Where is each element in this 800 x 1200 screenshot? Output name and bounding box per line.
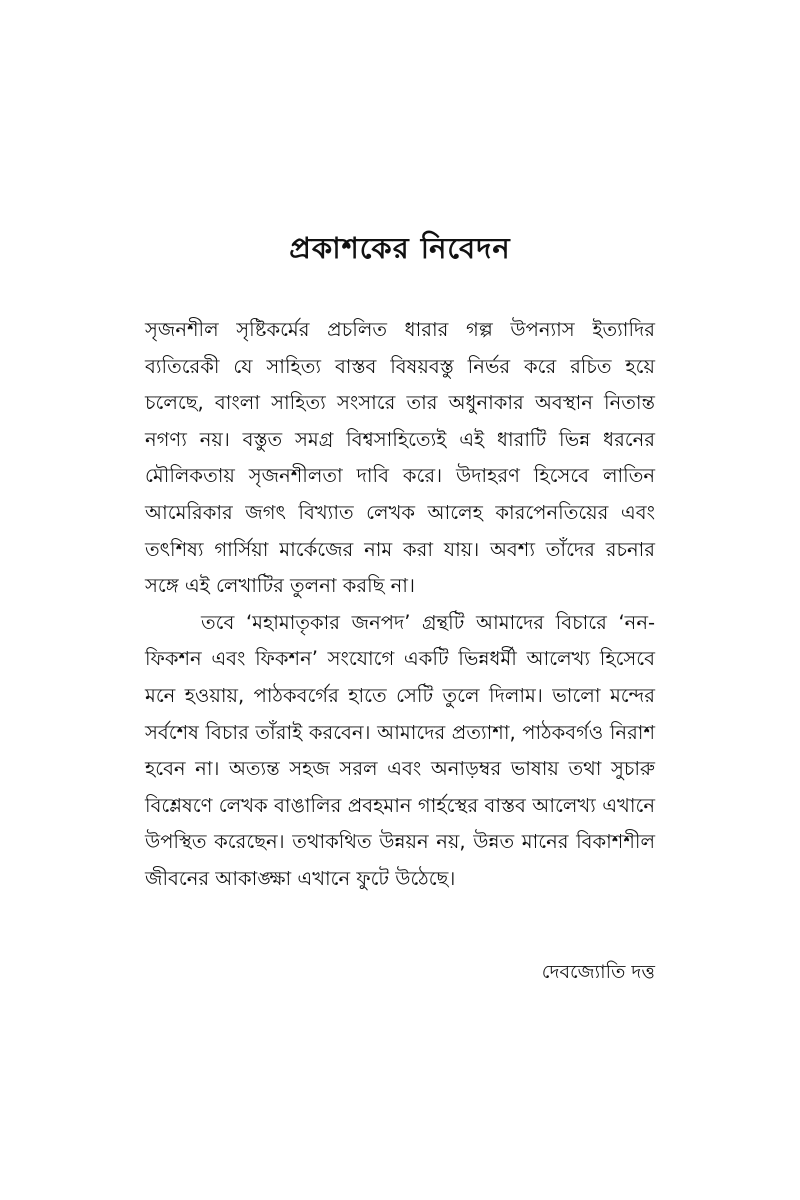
document-body: [145, 312, 655, 898]
page-title: প্রকাশকের নিবেদন: [289, 231, 511, 265]
paragraph-1: সৃজনশীল সৃষ্টিকর্মের প্রচলিত ধারার গল্প উপন্যাস ইত্যাদির ব্যতিরেকী যে সাহিত্য বাস্তব বিষয়বস্তু নির্ভর করে রচিত হয়ে চলেছে, বাংলা সাহিত্য সংসারে তার অধুনাকার অবস্থান নিতান্ত নগণ্য নয়। বস্তুত সমগ্র বিশ্বসাহিত্যেই এই ধারাটি ভিন্ন ধরনের মৌলিকতায় সৃজনশীলতা দাবি করে। উদাহরণ হিসেবে লাতিন আমেরিকার জগৎ বিখ্যাত লেখক আলেহ কারপেনতিয়ের এবং তৎশিষ্য গার্সিয়া মার্কেজের নাম করা যায়। অবশ্য তাঁদের রচনার সঙ্গে এই লেখাটির তুলনা করছি না।: [145, 318, 655, 598]
paragraph-2: তবে ‘মহামাতৃকার জনপদ’ গ্রন্থটি আমাদের বিচারে ‘নন-ফিকশন এবং ফিকশন’ সংযোগে একটি ভিন্নধর্মী আলেখ্য হিসেবে মনে হওয়ায়, পাঠকবর্গের হাতে সেটি তুলে দিলাম। ভালো মন্দের সর্বশেষ বিচার তাঁরাই করবেন। আমাদের প্রত্যাশা, পাঠকবর্গও নিরাশ হবেন না। অত্যন্ত সহজ সরল এবং অনাড়ম্বর ভাষায় তথা সুচারু বিশ্লেষণে লেখক বাঙালির প্রবহমান গার্হস্থের বাস্তব আলেখ্য এখানে উপস্থিত করেছেন। তথাকথিত উন্নয়ন নয়, উন্নত মানের বিকাশশীল জীবনের আকাঙ্ক্ষা এখানে ফুটে উঠেছে।: [145, 610, 655, 890]
signature: দেবজ্যোতি দত্ত: [541, 961, 655, 983]
